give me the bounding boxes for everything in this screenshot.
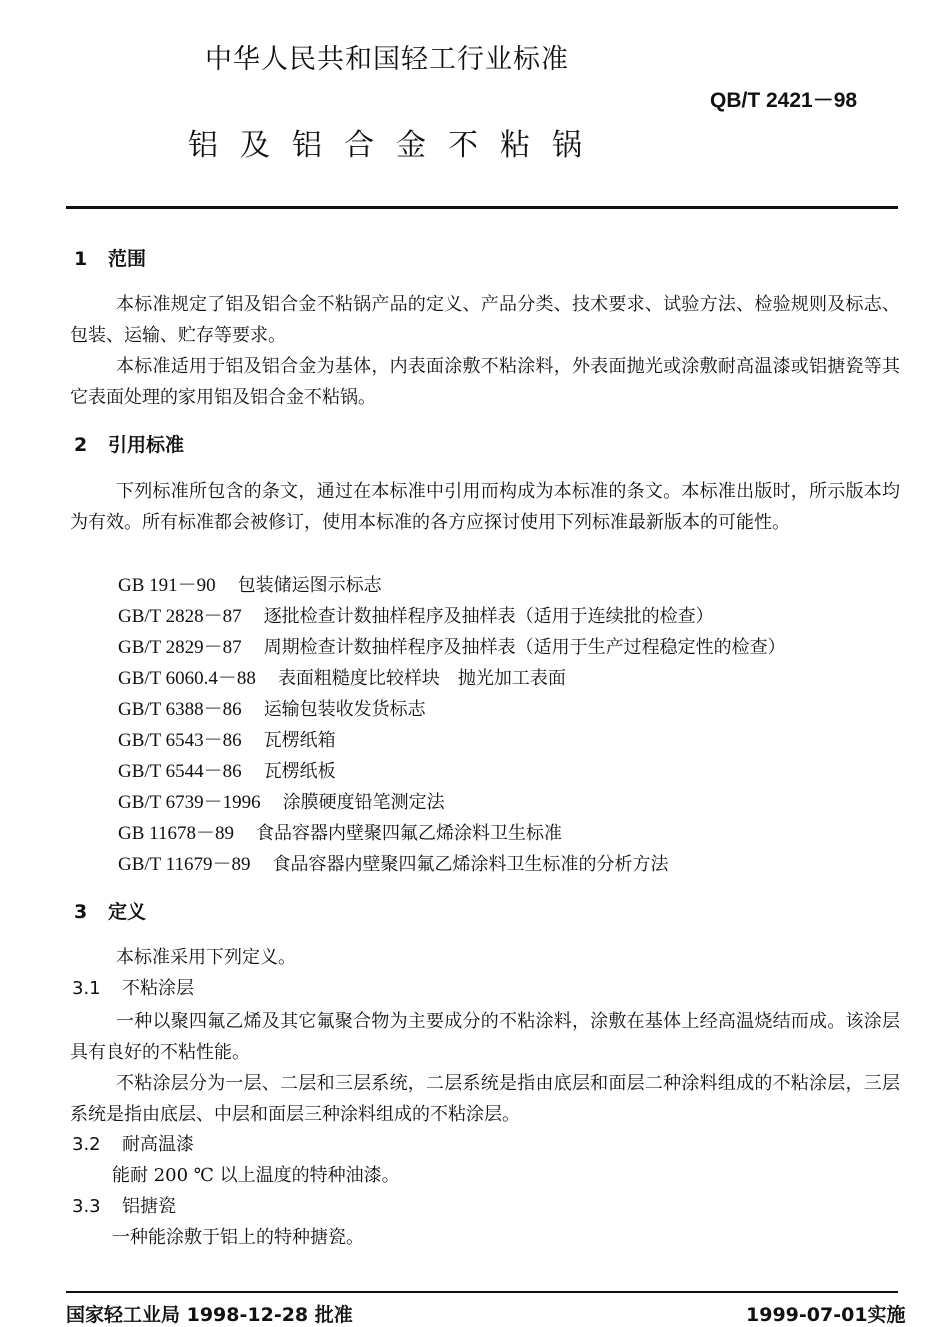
definition-3-1-heading [72, 974, 194, 1000]
reference-title: 瓦楞纸箱 [263, 730, 336, 751]
section-3-intro: 本标准采用下列定义。 [116, 947, 296, 968]
definition-term: 铝搪瓷 [122, 1196, 176, 1217]
reference-title: 包装储运图示标志 [237, 575, 382, 596]
reference-title: 周期检查计数抽样程序及抽样表（适用于生产过程稳定性的检查） [263, 637, 786, 658]
reference-item [118, 849, 668, 876]
definition-3-1-paragraph-2: 不粘涂层分为一层、二层和三层系统，二层系统是指由底层和面层二种涂料组成的不粘涂层，三层系统是指由底层、中层和面层三种涂料组成的不粘涂层。 [70, 1073, 900, 1125]
standard-code: QB/T 2421－98 [710, 89, 858, 112]
definition-3-1-paragraph-1: 一种以聚四氟乙烯及其它氟聚合物为主要成分的不粘涂料，涂敷在基体上经高温烧结而成。该涂层具有良好的不粘性能。 [70, 1011, 900, 1063]
document-title: 铝及铝合金不粘锅 [188, 128, 604, 163]
reference-code: GB/T 6543－86 [118, 730, 242, 751]
reference-item [118, 694, 426, 721]
reference-item [118, 570, 382, 597]
section-2-paragraph-1: 下列标准所包含的条文，通过在本标准中引用而构成为本标准的条文。本标准出版时，所示版本均为有效。所有标准都会被修订，使用本标准的各方应探讨使用下列标准最新版本的可能性。 [70, 481, 900, 533]
standard-category: 中华人民共和国轻工行业标准 [205, 44, 569, 75]
section-1-heading [74, 244, 146, 271]
section-number: 2 [74, 434, 88, 456]
approval-note: 国家轻工业局 1998-12-28 批准 [66, 1304, 353, 1326]
reference-item [118, 601, 714, 628]
definition-number: 3.2 [72, 1134, 101, 1155]
reference-title: 涂膜硬度铅笔测定法 [282, 792, 445, 813]
implementation-date: 1999-07-01实施 [746, 1304, 906, 1326]
definition-3-2-heading [72, 1130, 194, 1156]
section-1-paragraph-1: 本标准规定了铝及铝合金不粘锅产品的定义、产品分类、技术要求、试验方法、检验规则及标志、包装、运输、贮存等要求。 [70, 294, 900, 346]
section-number: 1 [74, 248, 88, 270]
reference-item [118, 632, 786, 659]
section-1-paragraph-2: 本标准适用于铝及铝合金为基体，内表面涂敷不粘涂料，外表面抛光或涂敷耐高温漆或铝搪瓷等其它表面处理的家用铝及铝合金不粘锅。 [70, 356, 900, 408]
definition-3-2-text: 能耐 200 ℃ 以上温度的特种油漆。 [112, 1165, 400, 1186]
reference-title: 瓦楞纸板 [263, 761, 336, 782]
section-title: 引用标准 [108, 434, 185, 456]
reference-item [118, 756, 336, 783]
reference-item [118, 787, 445, 814]
reference-code: GB/T 6739－1996 [118, 792, 261, 813]
reference-code: GB/T 11679－89 [118, 854, 251, 875]
reference-code: GB/T 6388－86 [118, 699, 242, 720]
section-3-heading [74, 897, 146, 924]
footer-divider [66, 1291, 898, 1293]
reference-code: GB 191－90 [118, 575, 216, 596]
definition-3-3-heading [72, 1192, 176, 1218]
reference-code: GB/T 6060.4－88 [118, 668, 256, 689]
reference-title: 逐批检查计数抽样程序及抽样表（适用于连续批的检查） [263, 606, 714, 627]
reference-item [118, 663, 566, 690]
section-title: 范围 [108, 248, 147, 270]
definition-number: 3.1 [72, 978, 101, 999]
reference-title: 食品容器内壁聚四氟乙烯涂料卫生标准的分析方法 [272, 854, 669, 875]
section-2-heading [74, 430, 184, 457]
definition-term: 耐高温漆 [122, 1134, 194, 1155]
reference-code: GB/T 6544－86 [118, 761, 242, 782]
reference-title: 运输包装收发货标志 [263, 699, 426, 720]
section-number: 3 [74, 901, 88, 923]
reference-title: 食品容器内壁聚四氟乙烯涂料卫生标准 [255, 823, 562, 844]
reference-code: GB 11678－89 [118, 823, 234, 844]
definition-number: 3.3 [72, 1196, 101, 1217]
definition-term: 不粘涂层 [122, 978, 194, 999]
header-divider [66, 206, 898, 209]
reference-code: GB/T 2829－87 [118, 637, 242, 658]
definition-3-3-text: 一种能涂敷于铝上的特种搪瓷。 [112, 1227, 364, 1248]
section-title: 定义 [108, 901, 147, 923]
reference-code: GB/T 2828－87 [118, 606, 242, 627]
reference-title: 表面粗糙度比较样块 抛光加工表面 [277, 668, 566, 689]
reference-item [118, 725, 336, 752]
reference-item [118, 818, 562, 845]
